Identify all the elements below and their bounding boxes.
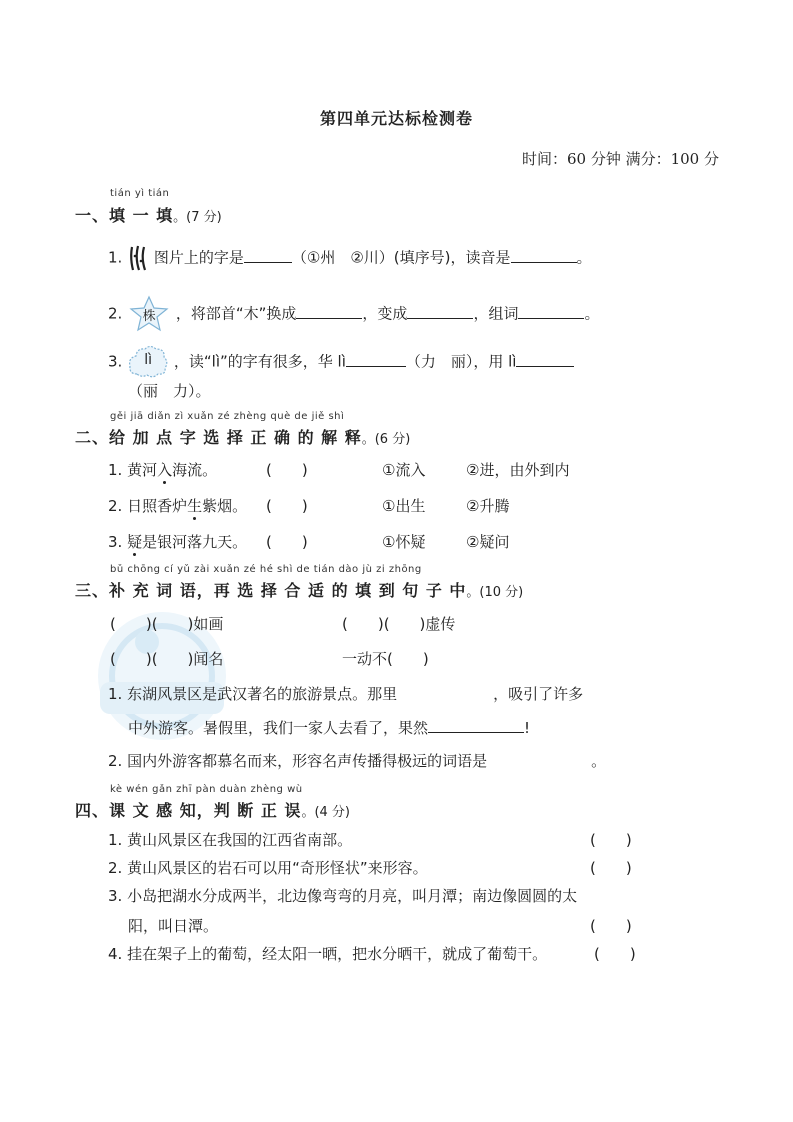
q1-number: 1. [108, 248, 123, 267]
q2-character: 株 [142, 309, 156, 324]
s3-q2-text-b: 。 [591, 752, 607, 770]
s2-row-text-pre: 日照香炉 [127, 497, 188, 515]
s4-question-2: 2. 黄山风景区的岩石可以用“奇形怪状”来形容。 [108, 859, 428, 877]
q3-pinyin: lì [144, 352, 152, 368]
s2-row-number: 3. [108, 533, 123, 551]
s4-question-4: 4. 挂在架子上的葡萄，经太阳一晒，把水分晒干，就成了葡萄干。 [108, 945, 548, 963]
section-2-heading [75, 425, 410, 448]
s1-question-1 [108, 244, 592, 272]
s2-dotted-character: 入 [157, 461, 173, 479]
q3-answer-blank-2[interactable] [516, 352, 574, 367]
s1-question-2 [108, 295, 599, 333]
s4-q2-answer[interactable]: ( ) [590, 859, 632, 877]
s2-row-2-option-b: ②升腾 [466, 497, 510, 515]
s2-row-3-option-a: ①怀疑 [382, 533, 426, 551]
s2-row-3-option-b: ②疑问 [466, 533, 510, 551]
s2-row-1 [108, 459, 217, 480]
s4-q3-answer[interactable]: ( ) [590, 917, 632, 935]
page-title: 第四单元达标检测卷 [319, 109, 473, 128]
s3-question-1-line-1 [108, 683, 583, 704]
section-3-points: 。(10 分) [466, 585, 524, 600]
section-3-heading [75, 578, 523, 601]
s4-q1-answer[interactable]: ( ) [590, 831, 632, 849]
s3-word-2[interactable]: ( )( )虚传 [342, 615, 456, 633]
ancient-chuan-character-image [127, 244, 149, 272]
s1-question-3 [108, 344, 574, 380]
s4-q4-answer[interactable]: ( ) [594, 945, 636, 963]
s2-dotted-character: 生 [187, 497, 203, 515]
s2-row-2 [108, 495, 247, 516]
cloud-pinyin-badge [127, 344, 169, 380]
s2-row-1-answer[interactable]: ( ) [266, 461, 308, 479]
q1-options: （①州 ②川）(填序号)，读音是 [291, 248, 511, 267]
q2-text-1: ，将部首“木”换成 [175, 304, 297, 323]
star-character-badge [127, 295, 171, 333]
s2-row-2-answer[interactable]: ( ) [266, 497, 308, 515]
section-1-points: 。(7 分) [173, 210, 222, 225]
s3-question-1-line-2 [128, 717, 530, 738]
section-1-title: 一、填 一 填 [75, 206, 174, 225]
section-3-pinyin: bǔ chōng cí yǔ zài xuǎn zé hé shì de tián dào jù zi zhōng [110, 564, 422, 575]
q1-answer-blank-2[interactable] [511, 248, 577, 263]
q3-continuation: （丽 力）。 [128, 382, 211, 400]
section-4-pinyin: kè wén gǎn zhī pàn duàn zhèng wù [110, 784, 303, 795]
s3-q2-text-a: 2. 国内外游客都慕名而来，形容名声传播得极远的词语是 [108, 752, 488, 770]
s2-row-text-post: 紫烟。 [202, 497, 248, 515]
section-4-points: 。(4 分) [301, 805, 350, 820]
s3-q1-answer-blank[interactable] [428, 718, 524, 733]
s3-q1-text-d: ! [524, 719, 531, 737]
s2-row-text-pre: 黄河 [127, 461, 158, 479]
s2-row-3-answer[interactable]: ( ) [266, 533, 308, 551]
s2-row-number: 1. [108, 461, 123, 479]
q3-number: 3. [108, 352, 123, 371]
section-2-pinyin: gěi jiā diǎn zì xuǎn zé zhèng què de jiě shì [110, 411, 345, 422]
s2-row-text-post: 是银河落九天。 [142, 533, 248, 551]
q2-text-3: ，组词 [473, 304, 519, 323]
s2-dotted-character: 疑 [127, 533, 143, 551]
section-2-points: 。(6 分) [361, 432, 411, 447]
q2-answer-blank-1[interactable] [296, 304, 362, 319]
s2-row-1-option-a: ①流入 [382, 461, 426, 479]
q1-text: 图片上的字是 [153, 248, 244, 267]
q3-text-2: （力 丽），用 lì [405, 352, 517, 371]
s4-question-3-line-1: 3. 小岛把湖水分成两半，北边像弯弯的月亮，叫月潭；南边像圆圆的太 [108, 887, 578, 905]
s2-row-2-option-a: ①出生 [382, 497, 426, 515]
section-3-title: 三、补 充 词 语，再 选 择 合 适 的 填 到 句 子 中 [75, 581, 467, 600]
s3-word-4[interactable]: 一动不( ) [342, 650, 429, 668]
s3-word-1[interactable]: ( )( )如画 [110, 615, 224, 633]
s2-row-text-post: 海流。 [172, 461, 218, 479]
section-1-heading [75, 203, 222, 226]
section-1-pinyin: tián yì tián [110, 188, 170, 199]
s4-question-3-line-2: 阳，叫日潭。 [128, 917, 219, 935]
s3-q1-text-c: 中外游客。暑假里，我们一家人去看了，果然 [128, 719, 429, 737]
section-4-heading [75, 798, 350, 821]
s4-question-1: 1. 黄山风景区在我国的江西省南部。 [108, 831, 353, 849]
q1-end: 。 [576, 248, 592, 267]
q1-answer-blank-1[interactable] [244, 248, 292, 263]
s3-word-3[interactable]: ( )( )闻名 [110, 650, 224, 668]
section-4-title: 四、课 文 感 知，判 断 正 误 [75, 801, 302, 820]
q3-answer-blank-1[interactable] [346, 352, 406, 367]
s3-question-2 [108, 750, 606, 771]
s2-row-1-option-b: ②进，由外到内 [466, 461, 570, 479]
s2-row-number: 2. [108, 497, 123, 515]
q2-number: 2. [108, 304, 123, 323]
q2-answer-blank-2[interactable] [407, 304, 473, 319]
q2-text-2: ，变成 [362, 304, 408, 323]
q3-text-1: ，读“lì”的字有很多，华 lì [173, 352, 346, 371]
q2-answer-blank-3[interactable] [518, 304, 584, 319]
s2-row-3 [108, 531, 247, 552]
s3-q1-text-a: 1. 东湖风景区是武汉著名的旅游景点。那里 [108, 685, 398, 703]
exam-time-score: 时间：60 分钟 满分：100 分 [521, 150, 719, 168]
s3-q1-text-b: ，吸引了许多 [493, 685, 584, 703]
q2-end: 。 [584, 304, 600, 323]
section-2-title: 二、给 加 点 字 选 择 正 确 的 解 释 [75, 428, 362, 447]
